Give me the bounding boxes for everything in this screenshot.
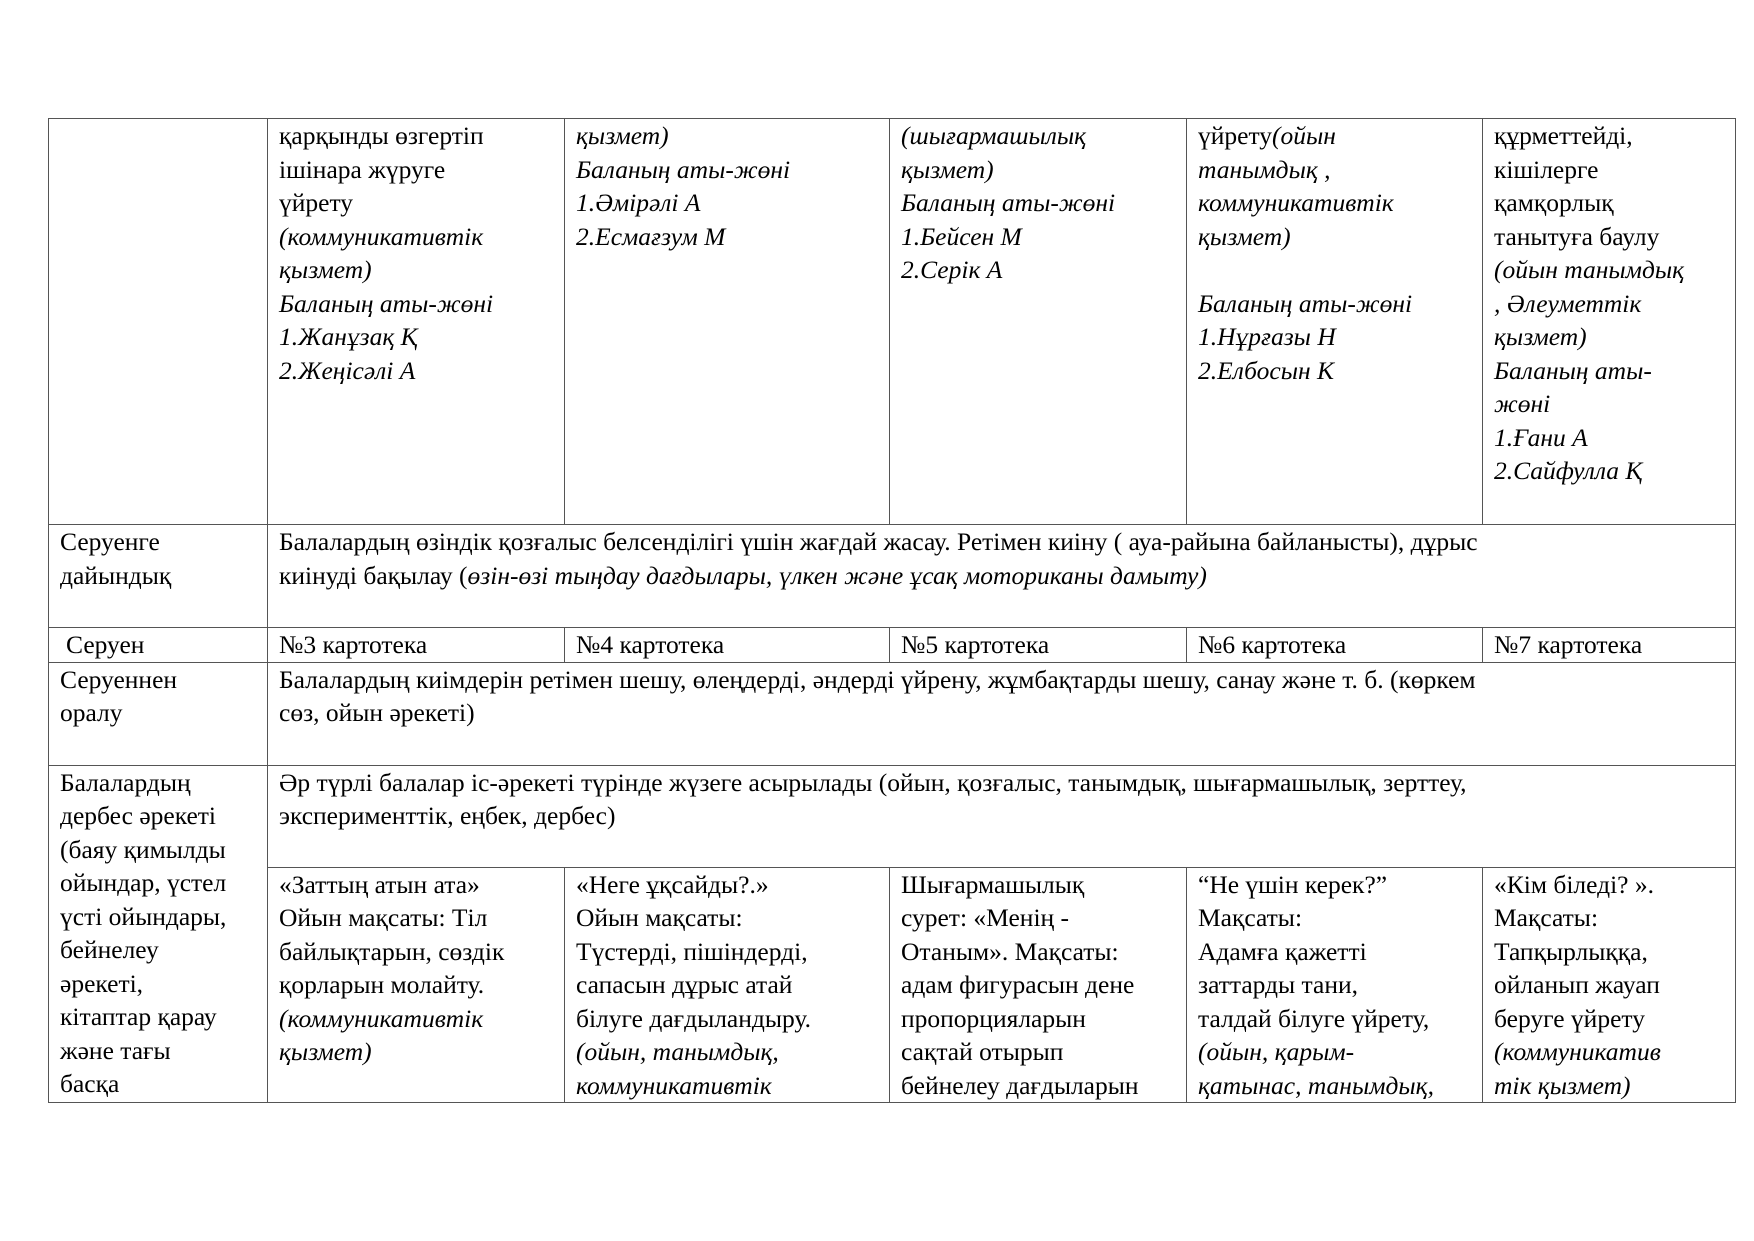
cell-line: [279, 868, 556, 902]
cell-line: [1198, 1035, 1474, 1069]
cell-line: [1494, 153, 1727, 187]
cell-line-text: коммуникативтік: [576, 1070, 772, 1100]
cell-line-text: (коммуникативтік: [279, 221, 484, 251]
table-row-walk-prep: [49, 525, 1736, 628]
cell-line-text: 2.Жеңісәлі А: [279, 355, 416, 385]
walk-prep-plain: киінуді бақылау (: [279, 560, 468, 590]
label-line: оралу: [60, 698, 123, 727]
cell-line: [1198, 868, 1474, 902]
cell-line-text: 1.Ғани А: [1494, 422, 1588, 452]
cell-line-text: Баланың аты-жөні: [1198, 288, 1413, 318]
cell-line: [279, 1002, 556, 1036]
cell-line: [1494, 186, 1727, 220]
game-cell-3: [890, 867, 1187, 1103]
cell-line: [901, 1035, 1178, 1069]
cell-line-text: Баланың аты-жөні: [576, 154, 791, 184]
cell-line-text: қызмет): [901, 154, 994, 184]
continuation-cell-2: [565, 119, 890, 525]
label-line: Серуеннен: [60, 664, 178, 694]
cell-line-text: танытуға баулу: [1494, 221, 1660, 251]
game-cell-5: [1483, 867, 1736, 1103]
independent-text-line: Әр түрлі балалар іс-әрекеті түрінде жүзеге асырылады (ойын, қозғалыс, танымдық, шығармашылық, зерттеу,: [279, 767, 1467, 797]
cell-line-text: талдай білуге үйрету,: [1198, 1003, 1430, 1033]
cell-line-text: «Неге ұқсайды?.»: [576, 869, 769, 899]
cell-line-text: Мақсаты:: [1198, 903, 1303, 932]
cell-line-text: байлықтарын, сөздік: [279, 936, 505, 966]
cell-line: [576, 186, 881, 220]
cell-line-text: Шығармашылық: [901, 869, 1085, 899]
cell-line: [576, 119, 881, 153]
cell-line-text: Баланың аты-: [1494, 355, 1652, 385]
cell-line: [279, 354, 556, 388]
cell-line: [576, 901, 881, 935]
cell-line: [279, 119, 556, 153]
label-line: бейнелеу: [60, 935, 159, 964]
cell-line-text: жөні: [1494, 389, 1551, 418]
cell-line: [901, 220, 1178, 254]
cell-line-text: сақтай отырып: [901, 1037, 1064, 1066]
cell-line: [901, 253, 1178, 287]
cell-line-text: “Не үшін керек?”: [1198, 869, 1388, 899]
cell-line: [1494, 354, 1727, 388]
cell-line: [1494, 901, 1727, 935]
label-line: дербес әрекеті: [60, 801, 217, 830]
continuation-cell-3: [890, 119, 1187, 525]
cell-line: [1198, 901, 1474, 935]
cell-line-text: қатынас, танымдық,: [1198, 1070, 1434, 1100]
cell-line: [279, 901, 556, 935]
cell-line-text: (шығармашылық: [901, 121, 1087, 150]
cell-line: [1494, 968, 1727, 1002]
cell-line-text: 2.Серік А: [901, 255, 1003, 284]
cell-line: [1494, 387, 1727, 421]
cell-line: [576, 935, 881, 969]
table-row-return: [49, 662, 1736, 765]
cell-line-text: қызмет): [1198, 221, 1291, 251]
cell-line: [576, 153, 881, 187]
cell-line-text: коммуникативтік: [1198, 188, 1394, 217]
walk-prep-text-line: [279, 559, 1727, 593]
cell-line: [901, 868, 1178, 902]
weekly-plan-table: [48, 118, 1736, 1103]
cell-line-text: заттарды тани,: [1198, 970, 1358, 999]
cell-line: [901, 1069, 1178, 1103]
cell-line: [1198, 1069, 1474, 1103]
cell-line: [1494, 1002, 1727, 1036]
cell-line: [1198, 186, 1474, 220]
cell-line-text: Ойын мақсаты: Тіл: [279, 903, 488, 932]
cell-line: [279, 253, 556, 287]
cell-line: [576, 868, 881, 902]
cell-line-text: беруге үйрету: [1494, 1003, 1645, 1033]
cell-line: [1494, 220, 1727, 254]
table-row-games: [49, 867, 1736, 1103]
cell-line: [576, 1069, 881, 1103]
cell-line-text: қызмет): [576, 121, 669, 150]
walk-card-text: №4 картотека: [576, 630, 725, 659]
cell-line-text: 2.Елбосын К: [1198, 355, 1334, 385]
label-line: (баяу қимылды: [60, 834, 226, 864]
cell-line: [901, 1002, 1178, 1036]
continuation-cell-4: [1187, 119, 1483, 525]
cell-line: [901, 186, 1178, 220]
cell-line: [1494, 253, 1727, 287]
cell-line: [576, 1035, 881, 1069]
cell-line: [1198, 1002, 1474, 1036]
cell-line-text: тік қызмет): [1494, 1070, 1631, 1100]
cell-line-text: Отаным». Мақсаты:: [901, 936, 1119, 966]
cell-line: [901, 153, 1178, 187]
cell-line: [279, 320, 556, 354]
cell-line-text: Тапқырлыққа,: [1494, 936, 1648, 966]
cell-line-text: 2.Сайфулла Қ: [1494, 456, 1643, 485]
continuation-cell-1: [268, 119, 565, 525]
cell-line-text: құрметтейді,: [1494, 121, 1633, 150]
cell-line: [576, 220, 881, 254]
cell-line-text: қызмет): [1494, 322, 1587, 351]
cell-line-text: (коммуникатив: [1494, 1037, 1661, 1066]
cell-line-text: Мақсаты:: [1494, 903, 1599, 932]
cell-line-text: 1.Жанұзақ Қ: [279, 322, 418, 351]
cell-line: [1494, 1069, 1727, 1103]
cell-line: [279, 153, 556, 187]
row-label-return: [49, 662, 268, 765]
cell-line: [576, 968, 881, 1002]
cell-line-text: 1.Әмірәлі А: [576, 188, 701, 217]
cell-line: [1198, 153, 1474, 187]
cell-line-text: ішінара жүруге: [279, 154, 446, 184]
label-line: Серуенге: [60, 527, 160, 556]
walk-card-text: №5 картотека: [901, 630, 1050, 659]
game-cell-4: [1187, 867, 1483, 1103]
walk-card-cell: [1483, 628, 1736, 663]
cell-line-text: сурет: «Менің -: [901, 903, 1070, 932]
label-line: үсті ойындары,: [60, 901, 227, 931]
cell-line: [1198, 287, 1474, 321]
cell-line: [1198, 968, 1474, 1002]
table-row-continuation: [49, 119, 1736, 525]
walk-card-cell: [1187, 628, 1483, 663]
label-line: және тағы: [60, 1035, 171, 1065]
continuation-cell-5: [1483, 119, 1736, 525]
cell-line: [1198, 253, 1474, 287]
cell-line-text: қарқынды өзгертіп: [279, 121, 484, 150]
cell-line: [1198, 220, 1474, 254]
cell-line-text: 2.Есмағзум М: [576, 221, 726, 251]
row-label-walk-prep: [49, 525, 268, 628]
label-line: кітаптар қарау: [60, 1002, 217, 1031]
cell-line: [901, 968, 1178, 1002]
cell-line-text: адам фигурасын дене: [901, 970, 1135, 999]
label-line: ойындар, үстел: [60, 868, 227, 897]
walk-prep-italic: өзін-өзі тыңдау дағдылары, үлкен және ұсақ моториканы дамыту): [467, 560, 1207, 590]
cell-line-text: (ойын, қарым-: [1198, 1037, 1355, 1066]
walk-card-cell: [268, 628, 565, 663]
cell-line-text: Түстерді, пішіндерді,: [576, 936, 808, 966]
cell-line: [279, 186, 556, 220]
cell-line: [901, 119, 1178, 153]
cell-line: [1494, 1035, 1727, 1069]
cell-line: [279, 968, 556, 1002]
row-label-independent: [49, 765, 268, 1103]
table-row-walk: [49, 628, 1736, 663]
walk-prep-content: [268, 525, 1736, 628]
walk-card-cell: [565, 628, 890, 663]
cell-line: [1198, 935, 1474, 969]
cell-line: [901, 901, 1178, 935]
cell-line-text: , Әлеуметтік: [1494, 288, 1642, 318]
cell-line: [1494, 868, 1727, 902]
cell-line-text: ойланып жауап: [1494, 970, 1660, 999]
cell-line-text: (ойын танымдық: [1494, 255, 1685, 284]
cell-line-text: үйрету: [1198, 121, 1273, 150]
cell-line-text: Баланың аты-жөні: [901, 188, 1116, 217]
cell-line: [901, 935, 1178, 969]
cell-line: [1494, 320, 1727, 354]
row-label-walk: [49, 628, 268, 663]
cell-line-text: қамқорлық: [1494, 188, 1614, 217]
cell-line-text: қызмет): [279, 1037, 372, 1066]
table-row-independent: [49, 765, 1736, 867]
cell-line: [1494, 935, 1727, 969]
cell-line-text: танымдық ,: [1198, 154, 1331, 184]
cell-line-text: үйрету: [279, 188, 354, 217]
independent-content: [268, 765, 1736, 867]
cell-line-text: сапасын дұрыс атай: [576, 970, 793, 999]
label-line: Серуен: [66, 630, 145, 659]
label-line: басқа: [60, 1069, 120, 1098]
cell-line-text: «Заттың атын ата»: [279, 869, 480, 899]
cell-line: [1198, 354, 1474, 388]
cell-line-text: Ойын мақсаты:: [576, 903, 743, 932]
cell-line-text: Баланың аты-жөні: [279, 288, 494, 318]
cell-line-text: (ойын, танымдық,: [576, 1037, 779, 1066]
label-line: әрекеті,: [60, 968, 144, 998]
return-content: [268, 662, 1736, 765]
cell-line-text: қорларын молайту.: [279, 970, 485, 999]
row-label-empty: [49, 119, 268, 525]
cell-line: [279, 935, 556, 969]
cell-line-text: «Кім біледі? ».: [1494, 869, 1654, 899]
cell-line-text: білуге дағдыландыру.: [576, 1003, 811, 1033]
cell-line-text: қызмет): [279, 255, 372, 284]
label-line: дайындық: [60, 560, 172, 590]
cell-line: [1494, 119, 1727, 153]
walk-card-cell: [890, 628, 1187, 663]
cell-line-text: (коммуникативтік: [279, 1003, 484, 1033]
cell-line-text: 1.Нұрғазы Н: [1198, 322, 1336, 351]
label-line: Балалардың: [60, 767, 191, 797]
walk-card-text: №6 картотека: [1198, 630, 1347, 659]
cell-line: [279, 287, 556, 321]
cell-line: [1494, 421, 1727, 455]
cell-line-text: бейнелеу дағдыларын: [901, 1070, 1139, 1100]
cell-line-text: Адамға қажетті: [1198, 936, 1367, 966]
game-cell-2: [565, 867, 890, 1103]
return-text-line: сөз, ойын әрекеті): [279, 698, 475, 727]
return-text-line: Балалардың киімдерін ретімен шешу, өлеңдерді, әндерді үйрену, жұмбақтарды шешу, санау және т. б. (көркем: [279, 664, 1476, 694]
cell-line: [1494, 454, 1727, 488]
cell-line-text: пропорцияларын: [901, 1003, 1086, 1033]
cell-line: [1198, 119, 1474, 153]
walk-card-text: №3 картотека: [279, 630, 428, 659]
cell-line: [576, 1002, 881, 1036]
independent-text-line: эксперименттік, еңбек, дербес): [279, 801, 616, 830]
walk-prep-text-line: Балалардың өзіндік қозғалыс белсенділігі үшін жағдай жасау. Ретімен киіну ( ауа-райына байланысты), дұрыс: [279, 527, 1478, 556]
cell-line: [279, 220, 556, 254]
game-cell-1: [268, 867, 565, 1103]
cell-line-tail: (ойын: [1272, 121, 1336, 150]
cell-line: [1198, 320, 1474, 354]
walk-card-text: №7 картотека: [1494, 630, 1643, 659]
cell-line: [279, 1035, 556, 1069]
cell-line-text: кішілерге: [1494, 154, 1599, 184]
cell-line: [1494, 287, 1727, 321]
cell-line-text: 1.Бейсен М: [901, 221, 1022, 251]
